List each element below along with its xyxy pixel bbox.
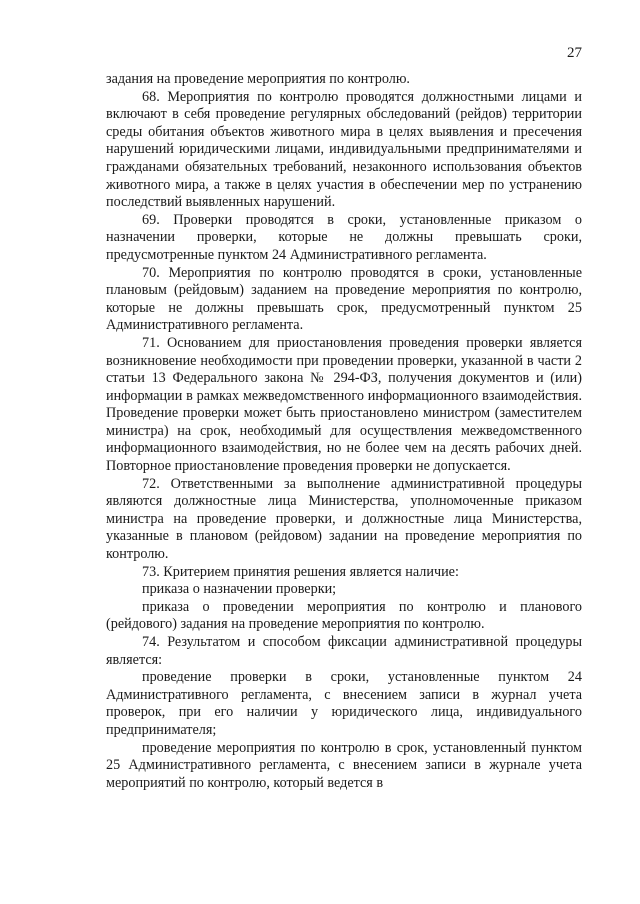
paragraph-70: 70. Мероприятия по контролю проводятся в сроки, установленные плановым (рейдовым) заданием на проведение мероприятия по контролю, которые не должны превышать срок, предусмотренный пунктом 25 Административного регламента. [106, 264, 582, 334]
paragraph-74: 74. Результатом и способом фиксации административной процедуры является: [106, 634, 582, 668]
paragraph-72: 72. Ответственными за выполнение административной процедуры являются должностные лица Министерства, уполномоченные приказом министра на проведение проверки, и должностные лица Министерства, указанные в плановом (рейдовом) задании на проведение мероприятия по контролю. [106, 475, 582, 563]
document-body [106, 71, 582, 792]
page-number: 27 [567, 45, 582, 61]
paragraph-71: 71. Основанием для приостановления проведения проверки является возникновение необходимости при проведении проверки, указанной в части 2 статьи 13 Федерального закона № 294-ФЗ, получения документов и (или) информации в рамках межведомственного информационного взаимодействия. Проведение проверки может быть приостановлено министром (заместителем министра) на срок, необходимый для осуществления межведомственного информационного взаимодействия, но не более чем на десять рабочих дней. Повторное приостановление проведения проверки не допускается. [106, 334, 582, 475]
paragraph-73: 73. Критерием принятия решения является наличие: [142, 563, 459, 580]
paragraph-73-item-1: приказа о назначении проверки; [142, 581, 337, 598]
paragraph-74-item-1: проведение проверки в сроки, установленные пунктом 24 Административного регламента, с внесением записи в журнал учета проверок, при его наличии у юридического лица, индивидуального предпринимателя; [106, 669, 582, 738]
paragraph-continuation: задания на проведение мероприятия по контролю. [106, 71, 410, 87]
paragraph-73-item-2: приказа о проведении мероприятия по контролю и планового (рейдового) задания на проведение мероприятия по контролю. [106, 598, 582, 633]
paragraph-68: 68. Мероприятия по контролю проводятся должностными лицами и включают в себя проведение регулярных обследований (рейдов) территории среды обитания объектов животного мира в целях выявления и пресечения нарушений юридическими лицами, индивидуальными предпринимателями и гражданами обязательных требований, незаконного использования объектов животного мира, а также в целях участия в обеспечении мер по устранению последствий выявленных нарушений. [106, 88, 582, 211]
paragraph-74-item-2: проведение мероприятия по контролю в срок, установленный пунктом 25 Административного регламента, с внесением записи в журнале учета мероприятий по контролю, который ведется в [106, 739, 582, 791]
paragraph-69: 69. Проверки проводятся в сроки, установленные приказом о назначении проверки, которые не должны превышать сроки, предусмотренные пунктом 24 Административного регламента. [106, 211, 582, 263]
